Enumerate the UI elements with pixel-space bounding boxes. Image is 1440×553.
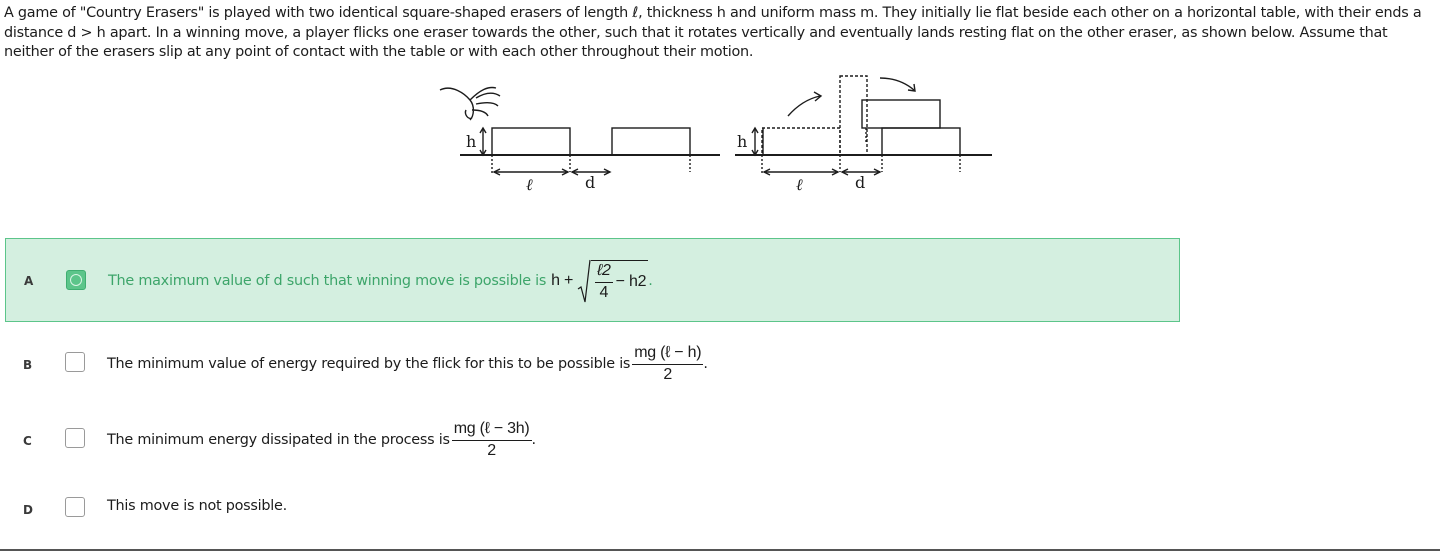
label-h-right: h xyxy=(737,132,748,151)
option-text: The maximum value of d such that winning move is possible is xyxy=(108,273,547,289)
option-a-checkbox[interactable] xyxy=(66,270,86,290)
option-c-checkbox[interactable] xyxy=(65,428,85,448)
sqrt-expression xyxy=(577,259,648,303)
label-d-left: d xyxy=(585,173,596,192)
sqrt-minus-h2: − h2 xyxy=(615,273,647,290)
option-c[interactable] xyxy=(5,416,1180,466)
fraction xyxy=(632,343,703,385)
option-d[interactable] xyxy=(5,492,1180,526)
eraser-diagram xyxy=(430,72,1000,201)
bottom-divider xyxy=(0,549,1440,551)
fraction-num: mg (ℓ − h) xyxy=(632,343,703,365)
fraction-den: 2 xyxy=(487,442,496,459)
label-l-right: ℓ xyxy=(796,175,803,194)
option-text: This move is not possible. xyxy=(107,498,287,514)
option-b[interactable] xyxy=(5,340,1180,390)
option-letter: C xyxy=(23,434,32,448)
option-b-checkbox[interactable] xyxy=(65,352,85,372)
option-letter: D xyxy=(23,503,33,517)
option-end: . xyxy=(648,273,653,289)
label-l-left: ℓ xyxy=(526,175,533,194)
option-text: The minimum value of energy required by the flick for this to be possible is xyxy=(107,356,631,372)
fraction-den: 2 xyxy=(663,366,673,383)
eraser-diagram-svg xyxy=(430,72,1000,197)
sqrt-frac-den: 4 xyxy=(599,284,609,301)
option-letter: B xyxy=(23,358,33,372)
option-a[interactable] xyxy=(5,238,1180,322)
option-a-text xyxy=(108,259,653,303)
check-icon xyxy=(70,274,82,286)
fraction xyxy=(452,419,532,461)
math-h-plus: h + xyxy=(551,272,574,289)
label-h-left: h xyxy=(466,132,477,151)
question-text: A game of "Country Erasers" is played with two identical square-shaped erasers of length ℓ, thickness h and uniform mass m. They initially lie flat beside each other on a horizontal table, with their ends a distance d > h apart. In a winning move, a player flicks one eraser towards the other, such that it rotates vertically and eventually lands resting flat on the other eraser, as shown below. Assume that neither of the erasers slip at any point of contact with the table or with each other throughout their motion. xyxy=(4,5,1422,61)
label-d-right: d xyxy=(855,173,866,192)
sqrt-icon xyxy=(577,259,591,303)
fraction-num: mg (ℓ − 3h) xyxy=(452,419,532,441)
option-end: . xyxy=(703,356,708,372)
option-letter: A xyxy=(24,274,34,288)
option-d-checkbox[interactable] xyxy=(65,497,85,517)
option-c-text xyxy=(107,418,536,462)
option-end: . xyxy=(531,432,536,448)
option-b-text xyxy=(107,342,708,386)
sqrt-frac-num: ℓ2 xyxy=(595,261,613,283)
option-d-text xyxy=(107,498,287,514)
option-text: The minimum energy dissipated in the process is xyxy=(107,432,450,448)
